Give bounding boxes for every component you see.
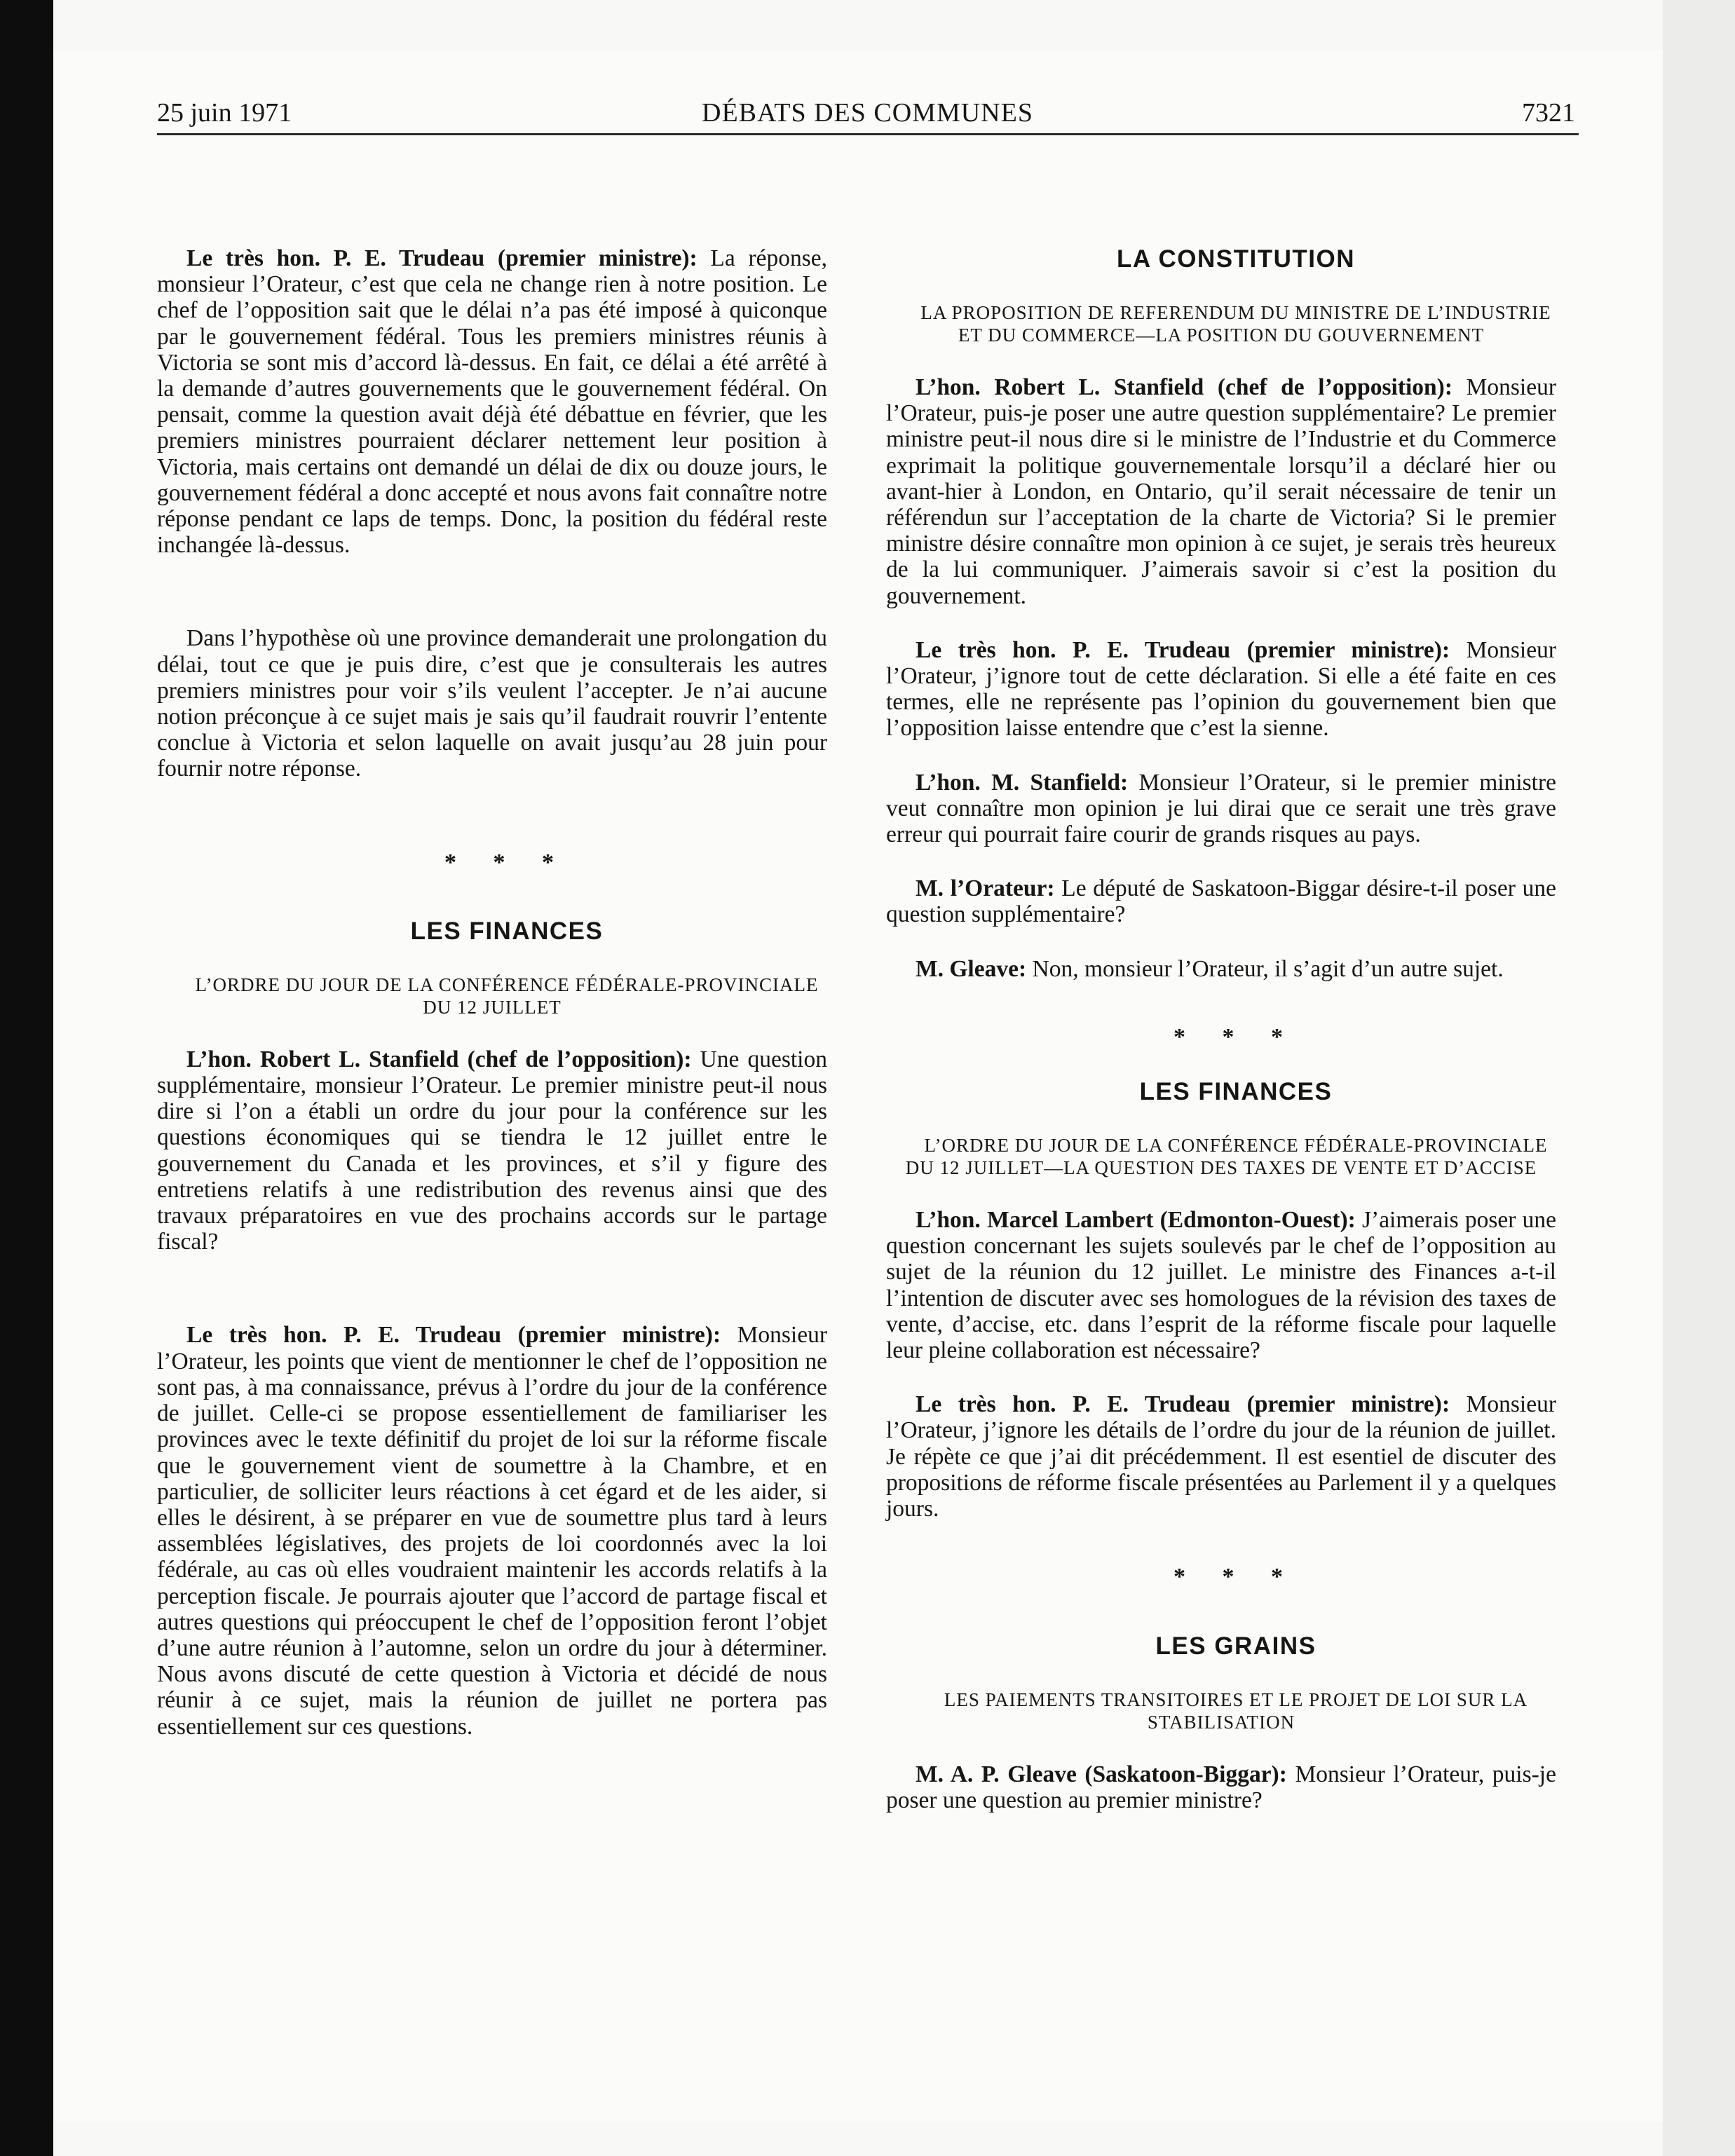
section-subtitle: L’ORDRE DU JOUR DE LA CONFÉRENCE FÉDÉRALE-PROVINCIALE DU 12 JUILLET	[195, 974, 819, 1018]
scan-border-right	[1663, 0, 1735, 2156]
right-column	[886, 245, 1556, 1813]
left-column	[157, 245, 827, 1740]
speaker-name: L’hon. M. Stanfield:	[916, 769, 1129, 796]
section-title: LES FINANCES	[1139, 1078, 1333, 1106]
paragraph	[886, 637, 1556, 742]
speaker-name: Le très hon. P. E. Trudeau (premier ministre):	[186, 1322, 721, 1349]
paragraph-text: Monsieur l’Orateur, puis-je poser une question au premier ministre?	[886, 1761, 1556, 1813]
speaker-name: M. Gleave:	[916, 955, 1027, 982]
paragraph	[886, 875, 1556, 927]
section-subtitle: LA PROPOSITION DE REFERENDUM DU MINISTRE DE L’INDUSTRIE ET DU COMMERCE—LA POSITION DU GOUVERNEMENT	[920, 302, 1551, 346]
paragraph	[886, 1207, 1556, 1363]
speaker-name: Le très hon. P. E. Trudeau (premier ministre):	[186, 245, 698, 271]
paragraph	[886, 374, 1556, 609]
header-publication-title: DÉBATS DES COMMUNES	[702, 98, 1033, 128]
paragraph	[886, 1391, 1556, 1522]
speaker-name: Le très hon. P. E. Trudeau (premier ministre):	[916, 636, 1450, 663]
speaker-name: Le très hon. P. E. Trudeau (premier ministre):	[916, 1391, 1450, 1418]
speaker-name: L’hon. Marcel Lambert (Edmonton-Ouest):	[916, 1207, 1356, 1234]
header-page-number: 7321	[1522, 98, 1575, 128]
paragraph-text: Le député de Saskatoon-Biggar désire-t-il poser une question supplémentaire?	[886, 875, 1556, 928]
speaker-name: L’hon. Robert L. Stanfield (chef de l’opposition):	[186, 1046, 692, 1072]
section-separator: * * *	[444, 849, 569, 875]
paragraph	[886, 770, 1556, 848]
paragraph: Dans l’hypothèse où une province demanderait une prolongation du délai, tout ce que je puis dire, c’est que je consulterais les autres premiers ministres pour voir s’ils veulent l’accepter. Je n’ai aucune notion préconçue à ce sujet mais je sais qu’il faudrait rouvrir l’entente conclue à Victoria et selon laquelle on avait jusqu’au 28 juin pour fournir notre réponse.	[157, 625, 827, 782]
paragraph	[886, 1761, 1556, 1813]
paragraph	[157, 1322, 827, 1739]
section-separator: * * *	[1173, 1023, 1298, 1050]
paragraph-text: Monsieur l’Orateur, si le premier ministre veut connaître mon opinion je lui dirai que ce serait une très grave erreur qui pourrait faire courir de grands risques au pays.	[886, 769, 1556, 848]
speaker-name: L’hon. Robert L. Stanfield (chef de l’opposition):	[916, 374, 1452, 400]
paragraph-text: Monsieur l’Orateur, j’ignore tout de cette déclaration. Si elle a été faite en ces termes, elle ne représente pas l’opinion du gouvernement bien que l’opposition laisse entendre que c’est la sienne.	[886, 636, 1557, 742]
scan-border-left	[0, 0, 53, 2156]
section-title: LES GRAINS	[1155, 1632, 1316, 1660]
paragraph-text: Monsieur l’Orateur, les points que vient de mentionner le chef de l’opposition ne sont pas, à ma connaissance, prévus à l’ordre du jour de la conférence de juillet. Celle-ci se propose essentiellement de familiariser les provinces avec le texte définitif du projet de loi sur la réforme fiscale que le gouvernement vient de soumettre à la Chambre, et en particulier, de solliciter leurs réactions à cet égard et de les aider, si elles le désirent, à se préparer en vue de soumettre plus tard à leurs assemblées législatives, des projets de loi coordonnés avec la loi fédérale, au cas où elles voudraient maintenir les accords relatifs à la perception fiscale. Je pourrais ajouter que l’accord de partage fiscal et autres questions qui préoccupent le chef de l’opposition feront l’objet d’une autre réunion à l’automne, selon un ordre du jour à déterminer. Nous avons discuté de cette question à Victoria et décidé de nous réunir à ce sujet, mais la réunion de juillet ne portera pas essentiellement sur ces questions.	[157, 1322, 828, 1740]
paragraph-text: La réponse, monsieur l’Orateur, c’est que cela ne change rien à notre position. Le chef de l’opposition sait que le délai n’a pas été imposé à quiconque par le gouvernement fédéral. Tous les premiers ministres réunis à Victoria se sont mis d’accord là-dessus. En fait, ce délai a été arrêté à la demande d’autres gouvernements que le gouvernement fédéral. On pensait, comme la question avait déjà été débattue en février, que les premiers ministres pourraient déclarer nettement leur position à Victoria, mais certains ont demandé un délai de dix ou douze jours, le gouvernement fédéral a donc accepté et nous avons fait connaître notre réponse pendant ce laps de temps. Donc, la position du fédéral reste inchangée là-dessus.	[157, 245, 827, 559]
header-date: 25 juin 1971	[157, 98, 292, 128]
paragraph-text: Une question supplémentaire, monsieur l’Orateur. Le premier ministre peut-il nous dire si l’on a établi un ordre du jour pour la conférence sur les questions économiques qui se tiendra le 12 juillet entre le gouvernement du Canada et les provinces, et s’il y figure des entretiens relatifs à une redistribution des revenus ainsi que des travaux préparatoires en vue des prochains accords sur le partage fiscal?	[157, 1046, 827, 1255]
paragraph-text: Non, monsieur l’Orateur, il s’agit d’un autre sujet.	[1026, 955, 1504, 982]
paragraph	[157, 1046, 827, 1255]
paragraph-text: Monsieur l’Orateur, puis-je poser une autre question supplémentaire? Le premier ministre peut-il nous dire si le ministre de l’Industrie et du Commerce exprimait la politique gouvernementale lorsqu’il a déclaré hier ou avant-hier à London, en Ontario, qu’il serait nécessaire de tenir un référendun sur l’acceptation de la charte de Victoria? Si le premier ministre désire connaître mon opinion à ce sujet, je serais très heureux de la lui communiquer. J’aimerais savoir si c’est la position du gouvernement.	[886, 374, 1557, 609]
paragraph	[157, 245, 827, 558]
speaker-name: M. l’Orateur:	[916, 875, 1055, 902]
section-separator: * * *	[1173, 1564, 1298, 1590]
header-rule	[157, 133, 1579, 135]
section-title: LA CONSTITUTION	[1116, 245, 1356, 273]
section-title: LES FINANCES	[410, 917, 604, 945]
section-subtitle: LES PAIEMENTS TRANSITOIRES ET LE PROJET DE LOI SUR LA STABILISATION	[944, 1688, 1528, 1733]
speaker-name: M. A. P. Gleave (Saskatoon-Biggar):	[916, 1761, 1287, 1787]
section-subtitle: L’ORDRE DU JOUR DE LA CONFÉRENCE FÉDÉRALE-PROVINCIALE DU 12 JUILLET—LA QUESTION DES TAXES DE VENTE ET D’ACCISE	[905, 1135, 1548, 1179]
paragraph	[886, 956, 1556, 982]
paragraph-text: J’aimerais poser une question concernant les sujets soulevés par le chef de l’opposition au sujet de la réunion du 12 juillet. Le ministre des Finances a-t-il l’intention de discuter avec ses homologues de la révision des taxes de vente, d’accise, etc. dans l’esprit de la réforme fiscale pour laquelle leur pleine collaboration est nécessaire?	[886, 1207, 1556, 1364]
paragraph-text: Monsieur l’Orateur, j’ignore les détails de l’ordre du jour de la réunion de juillet. Je répète ce que j’ai dit précédemment. Il est esentiel de discuter des propositions de réforme fiscale présentées au Parlement il y a quelques jours.	[886, 1391, 1557, 1522]
